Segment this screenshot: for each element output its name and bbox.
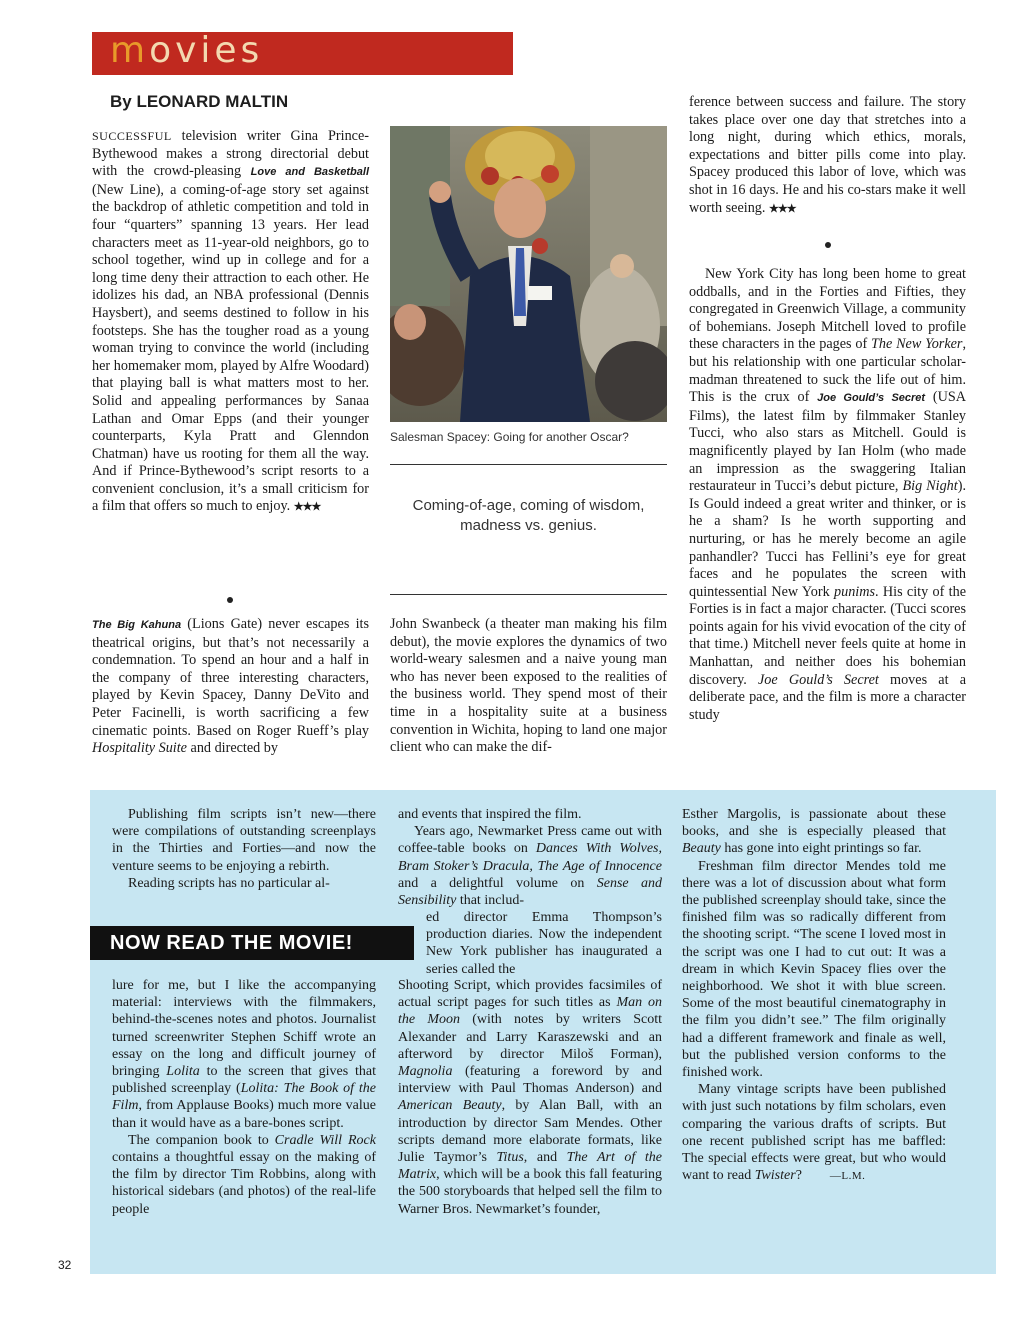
text-run: , but his relationship with one particular scholar-madman threatened to suck the life out of him. This is the crux of [689,336,966,406]
page-number: 32 [58,1258,72,1272]
article-column-3 [689,94,966,218]
sidebar-paragraph [682,806,946,858]
separator-bullet [825,242,831,248]
text-run: Many vintage scripts have been published with just such notations by film scholars, even comparing the various drafts of scripts. But one recent published script has me baffled: The special effects were great, but who would want to read [682,1082,946,1184]
text-run: that includ- [456,893,524,909]
text-run: , from Applause Books) much more value than it would have as a bare-bones script. [112,1098,376,1131]
sidebar-paragraph [112,977,376,1132]
sidebar-paragraph [398,823,662,909]
text-run: (USA Films), the latest film by filmmaker Stanley Tucci, who also stars as Mitchell. Gould is magnificently played by Ian Holm (who made an impression as the swaggering Italian restaurateur in Tucci’s debut picture, [689,389,967,495]
sidebar-column-1-top [112,806,376,892]
text-run: moves at a deliberate pace, and the film is more a character study [689,671,966,723]
film-title: Twister [754,1168,796,1184]
word: punims [834,583,875,600]
text-run: contains a thoughtful essay on the making of the film by director Tim Robbins, along with historical sidebars (and photos) of the real-life people [112,1150,376,1217]
lead-word: SUCCESSFUL [92,129,172,143]
review-continued: John Swanbeck (a theater man making his film debut), the movie explores the dynamics of two world-weary salesmen and a naive young man who has never been exposed to the realities of the business world. They spend most of their time in a hospitality suite at a business convention in Wichita, hoping to land one major client who can make the dif- [390,616,667,756]
sidebar-paragraph: Freshman film director Mendes told me there was a lot of discussion about what form the published screenplay should take, since the finished film was so radically different from the shooting script. “The scene I loved most in the script was one I had to cut out: It was a dream in which Kevin Spacey flies over the neighborhood. We shot it with blue screen. Some of the most beautiful cinematography in the film you didn’t see.” The film originally had a different framework and finale as well, but the published version conforms to the finished work. [682,858,946,1081]
text-run: ference between success and failure. The story takes place over one day that stretches into a long night, during which ethics, morals, expectations and bitter pills come into play. Spacey produced this labor of love, which was shot in 16 days. He and his co-stars make it well worth seeing. [689,94,966,216]
text-run: (with notes by writers Scott Alexander and Larry Karaszewski and an afterword by director Miloš Forman), [398,1012,662,1062]
text-run: television writer Gina Prince-Bythewood makes a strong directorial debut with the crowd-pleasing [92,128,369,180]
text-run: Shooting Script, which provides facsimiles of actual script pages for such titles as [398,978,662,1011]
rating-icon: ★★★ [293,501,321,514]
sidebar-paragraph: Publishing film scripts isn’t new—there were compilations of outstanding screenplays in the Thirties and Forties—and now the venture seems to be enjoying a rebirth. [112,807,376,874]
film-title: Love and Basketball [250,166,369,179]
text-run: Esther Margolis, is passionate about these books, and she is especially pleased that [682,807,946,840]
review-love-and-basketball [92,128,369,517]
byline: By LEONARD MALTIN [110,92,289,111]
article-column-2 [390,616,667,757]
author-signoff: —L.M. [829,1170,866,1183]
pullquote-rule-top [390,464,667,465]
sidebar-column-2-wrap [426,909,662,978]
play-title: Hospitality Suite [92,740,187,757]
film-title: Man on the Moon [398,995,662,1028]
text-run: , and [523,1150,567,1166]
text-run: and directed by [186,740,278,757]
sidebar-column-3 [682,806,946,1185]
film-title: Sense and Sensibility [398,875,662,909]
film-title: Magnolia [398,1064,453,1080]
film-title: Lolita [166,1064,200,1080]
text-run: and a delightful volume on [398,875,597,891]
book-title: Lolita: The Book of the Film [112,1081,376,1114]
film-title: American Beauty [398,1098,502,1114]
article-column-1 [92,128,369,517]
review-joe-goulds-secret [689,266,966,724]
rating-icon: ★★★ [769,202,796,215]
sidebar-paragraph: Reading scripts has no particular al- [128,875,330,891]
photo-spacey [390,126,667,422]
sidebar-column-1-bottom [112,977,376,1218]
pullquote-rule-bottom [390,594,667,595]
text-run: New York City has long been home to great oddballs, and in the Forties and Fifties, they congregated in Greenwich Village, a community of bohemians. Joseph Mitchell loved to profile these characters in the pages of [689,266,966,353]
text-run: to the screen that gives that published screenplay ( [112,1064,376,1097]
film-title: Cradle Will Rock [274,1132,376,1148]
film-title: The Big Kahuna [92,619,182,631]
photo-caption: Salesman Spacey: Going for another Oscar? [390,430,629,444]
text-run: (featuring a foreword by and interview with Paul Thomas Anderson) and [398,1064,662,1097]
sidebar-column-2-bottom [398,977,662,1218]
sidebar-paragraph: ed director Emma Thompson’s production diaries. Now the independent New York publisher has inaugurated a series called the [426,910,662,977]
text-run: lure for me, but I like the accompanying material: interviews with the filmmakers, behind-the-scenes notes and photos. Journalist turned screenwriter Stephen Schiff wrote an essay on the long and difficult journey of bringing [112,978,376,1080]
section-banner [92,32,513,75]
sidebar-heading: NOW READ THE MOVIE! [90,926,414,960]
film-title: Joe Gould’s Secret [817,392,926,405]
section-title: movies [110,30,264,71]
sidebar-paragraph [398,977,662,1218]
article-column-3b [689,266,966,724]
sidebar-paragraph [682,1081,946,1185]
text-run: ). Is Gould indeed a great writer and thinker, or is he a sham? Is he worth supporting and nurturing, or has he merely become an agile panhandler? Tucci has Fellini’s eye for great faces and he populates the screen with quintessential New York [689,478,966,600]
text-run: has gone into eight printings so far. [720,841,922,857]
film-title: Titus [496,1150,524,1166]
film-title: Beauty [682,841,721,857]
book-title: The Art of the Matrix [398,1150,662,1183]
film-titles: Dances With Wolves, Bram Stoker’s Dracula, The Age of Innocence [398,841,662,874]
text-run: Years ago, Newmarket Press came out with coffee-table books on [398,824,662,857]
sidebar-column-2-top [398,806,662,909]
sidebar-paragraph: and events that inspired the film. [398,807,582,822]
text-run: ? [795,1168,802,1184]
magazine-title: The New Yorker [871,336,963,353]
text-run: , which will be a book this fall featuring the 500 storyboards that helped sell the film to Warner Bros. Newmarket’s founder, [398,1167,662,1217]
separator-bullet [227,597,233,603]
pullquote: Coming-of-age, coming of wisdom, madness vs. genius. [412,497,645,534]
review-big-kahuna [92,616,369,758]
film-title: Big Night [902,478,958,495]
text-run: (New Line), a coming-of-age story set against the backdrop of athletic competition and told in four “quarters” spanning 13 years. Her lead characters meet as 11-year-old neighbors, go to school together, wind up in college and for a long time deny their attraction to each other. He idolizes his dad, an NBA professional (Dennis Haysbert), and seems destined to follow in his footsteps. She has the tougher road as a young woman trying to convince the world (including her homemaker mom, played by Alfre Woodard) that playing ball is what matters most to her. Solid and appealing performances by Sanaa Lathan and Omar Epps (and their younger counterparts, Kyla Pratt and Glenndon Chatman) have us rooting for them all the way. And if Prince-Bythewood’s script resorts to a convenient conclusion, it’s a small criticism for a film that offers so much to enjoy. [92,181,369,515]
text-run: . His city of the Forties is in fact a major character. (Tucci scores points again for his vivid evocation of the city of that time.) Mitchell never feels quite at home in Manhattan, and neither does his bohemian discovery. [689,583,966,688]
film-title: Joe Gould’s Secret [757,671,879,688]
article-column-1b [92,616,369,758]
text-run: The companion book to [128,1132,275,1148]
text-run: , by Alan Ball, with an introduction by director Sam Mendes. Other scripts demand more elaborate formats, like Julie Taymor’s [398,1098,662,1166]
sidebar-paragraph [112,1132,376,1218]
review-continued-2 [689,94,966,218]
text-run: (Lions Gate) never escapes its theatrical origins, but that’s not necessarily a condemnation. To spend an hour and a half in the company of three interesting characters, played by Kevin Spacey, Danny DeVito and Peter Facinelli, is worth sacrificing a few cinematic points. Based on Roger Rueff’s play [92,616,369,739]
photo-image [390,126,667,422]
